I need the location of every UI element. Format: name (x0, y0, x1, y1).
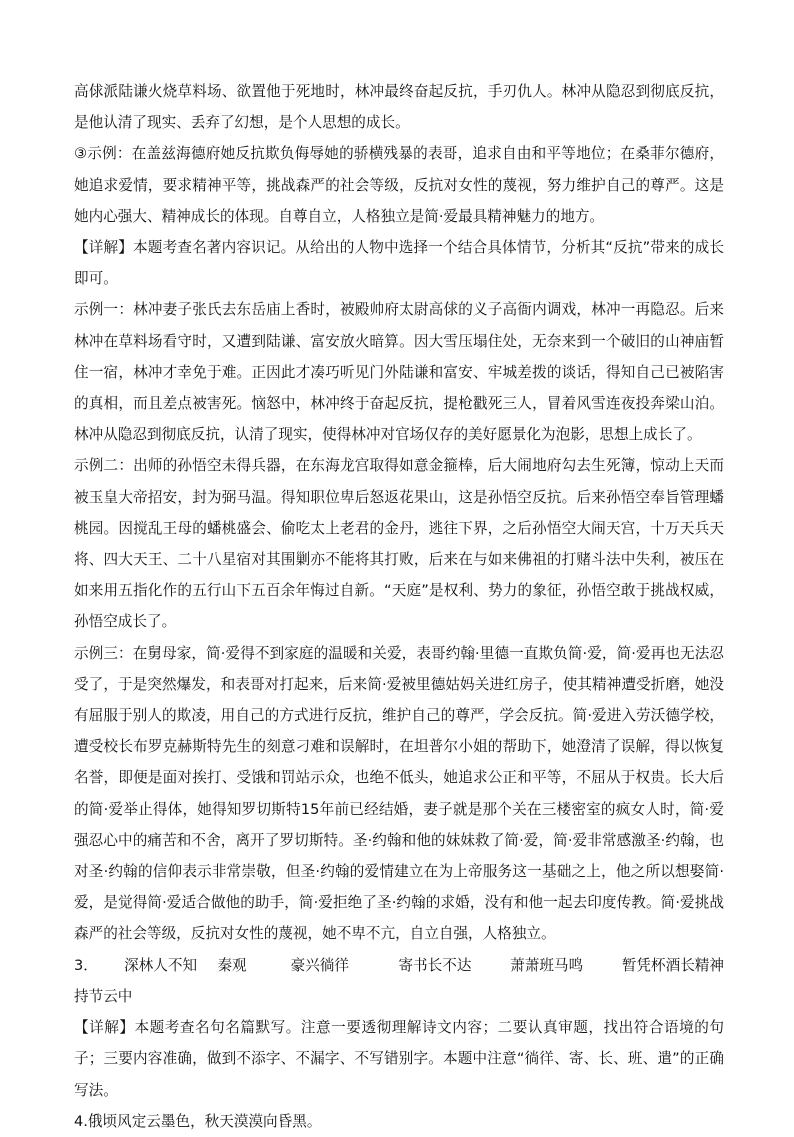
paragraph: 示例一：林冲妻子张氏去东岳庙上香时，被殿帅府太尉高俅的义子高衙内调戏，林冲一再隐忍。后来林冲在草料场看守时，又遭到陆谦、富安放火暗算。因大雪压塌住处，无奈来到一个破旧的山神庙暂住一宿，林冲才幸免于难。正因此才凑巧听见门外陆谦和富安、牢城差拨的谈话，得知自己已被陷害的真相，而且差点被害死。恼怒中，林冲终于奋起反抗，提枪戳死三人，冒着风雪连夜投奔梁山泊。林冲从隐忍到彻底反抗，认清了现实，使得林冲对官场仅存的美好愿景化为泡影，思想上成长了。 (74, 301, 724, 444)
answer-item: 暂凭杯酒长精神 (621, 956, 724, 974)
answer-continuation: 持节云中 (74, 987, 133, 1005)
answer-item: 寄书长不达 (398, 956, 472, 974)
paragraph: ③示例：在盖兹海德府她反抗欺负侮辱她的骄横残暴的表哥，追求自由和平等地位；在桑菲尔德府，她追求爱情，要求精神平等，挑战森严的社会等级，反抗对女性的蔑视，努力维护自己的尊严。这是她内心强大、精神成长的体现。自尊自立，人格独立是简·爱最具精神魅力的地方。 (74, 145, 724, 225)
paragraph: 高俅派陆谦火烧草料场、欲置他于死地时，林冲最终奋起反抗，手刃仇人。林冲从隐忍到彻底反抗，是他认清了现实、丢弃了幻想，是个人思想的成长。 (74, 83, 724, 132)
document-page (74, 76, 724, 1137)
paragraph: 【详解】本题考查名句名篇默写。注意一要透彻理解诗文内容；二要认真审题，找出符合语境的句子；三要内容准确，做到不添字、不漏字、不写错别字。本题中注意“徜徉、寄、长、班、遣”的正确写法。 (74, 1019, 724, 1099)
answer-item: 秦观 (217, 956, 247, 974)
answer-item: 萧萧班马鸣 (510, 956, 584, 974)
paragraph: 4.俄顷风定云墨色，秋天漠漠向昏黑。 (74, 1112, 322, 1130)
answer-row (74, 950, 724, 981)
answer-item: 深林人不知 (124, 956, 198, 974)
paragraph: 示例三：在舅母家，简·爱得不到家庭的温暖和关爱，表哥约翰·里德一直欺负简·爱，简·爱再也无法忍受了，于是突然爆发，和表哥对打起来，后来简·爱被里德姑妈关进红房子，使其精神遭受折磨，她没有屈服于别人的欺凌，用自己的方式进行反抗，维护自己的尊严，学会反抗。简·爱进入劳沃德学校，遭受校长布罗克赫斯特先生的刻意刁难和误解时，在坦普尔小姐的帮助下，她澄清了误解，得以恢复名誉，即便是面对挨打、受饿和罚站示众，也绝不低头，她追求公正和平等，不屈从于权贵。长大后的简·爱举止得体，她得知罗切斯特15年前已经结婚，妻子就是那个关在三楼密室的疯女人时，简·爱强忍心中的痛苦和不舍，离开了罗切斯特。圣·约翰和他的妹妹救了简·爱，简·爱非常感激圣·约翰，也对圣·约翰的信仰表示非常崇敬，但圣·约翰的爱情建立在为上帝服务这一基础之上，他之所以想娶简·爱，是觉得简·爱适合做他的助手，简·爱拒绝了圣·约翰的求婚，没有和他一起去印度传教。简·爱挑战森严的社会等级，反抗对女性的蔑视，她不卑不亢，自立自强，人格独立。 (74, 644, 724, 943)
paragraph: 【详解】本题考查名著内容识记。从给出的人物中选择一个结合具体情节，分析其“反抗”带来的成长即可。 (74, 239, 724, 288)
paragraph: 示例二：出师的孙悟空未得兵器，在东海龙宫取得如意金箍棒，后大闹地府勾去生死簿，惊动上天而被玉皇大帝招安，封为弼马温。得知职位卑后怒返花果山，这是孙悟空反抗。后来孙悟空奉旨管理蟠桃园。因搅乱王母的蟠桃盛会、偷吃太上老君的金丹，逃往下界，之后孙悟空大闹天宫，十万天兵天将、四大天王、二十八星宿对其围剿亦不能将其打败，后来在与如来佛祖的打赌斗法中失利，被压在如来用五指化作的五行山下五百余年悔过自新。“天庭”是权利、势力的象征，孙悟空敢于挑战权威，孙悟空成长了。 (74, 457, 724, 631)
answer-number: 3． (74, 956, 98, 974)
answer-item: 豪兴徜徉 (290, 956, 350, 974)
